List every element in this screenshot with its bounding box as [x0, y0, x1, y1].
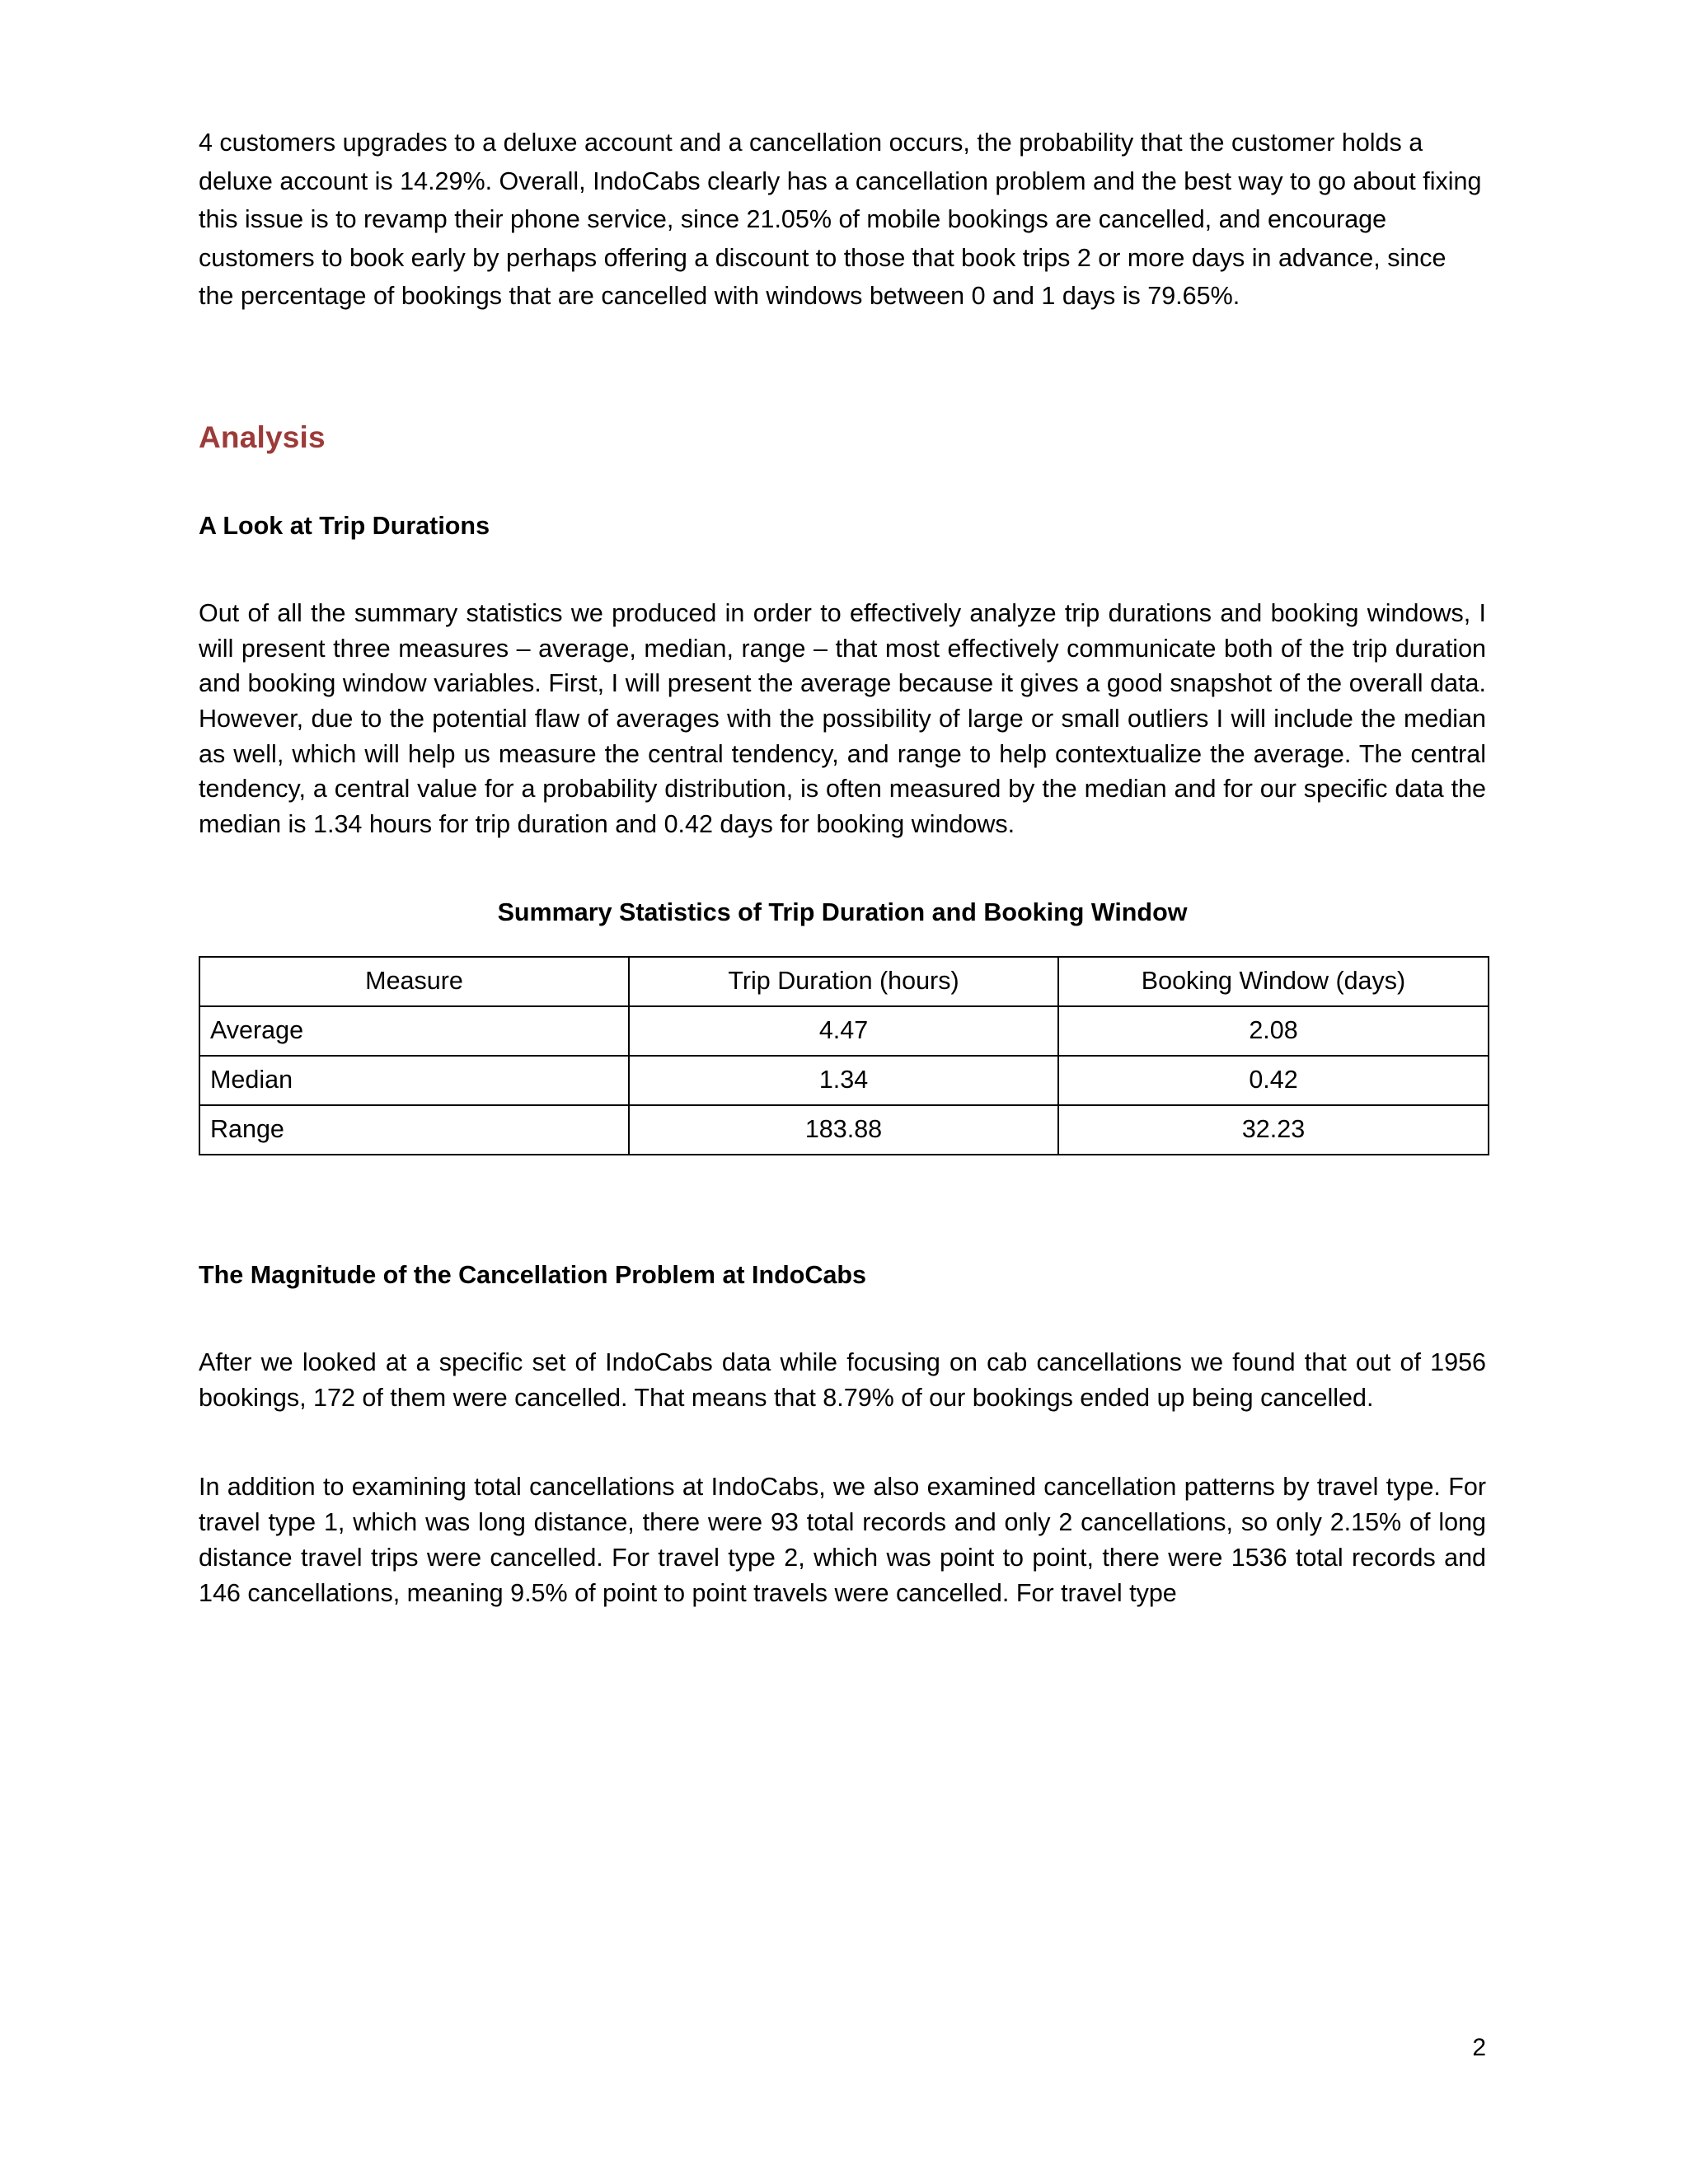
- section-heading-analysis: Analysis: [199, 419, 326, 454]
- cell-booking-window-range: 32.23: [1058, 1105, 1489, 1155]
- table-header-row: [199, 957, 1489, 1006]
- spacer-between-cancellation-paragraphs: [199, 1415, 1486, 1469]
- paragraph-cancellation-body-1: After we looked at a specific set of IndoCabs data while focusing on cab cancellations we found that out of 1956 bookings, 172 of them were cancelled. That means that 8.79% of our bookings ended up being cancelled.: [199, 1348, 1486, 1412]
- cell-measure-median: Median: [199, 1056, 629, 1105]
- cell-measure-range: Range: [199, 1105, 629, 1155]
- top-spacer: [199, 0, 1486, 124]
- paragraph-trip-durations-body: Out of all the summary statistics we produced in order to effectively analyze trip durations and booking windows, I will present three measures – average, median, range – that most effectively communicate both of the trip duration and booking window variables. First, I will present the average because it gives a good snapshot of the overall data. However, due to the potential flaw of averages with the possibility of large or small outliers I will include the median as well, which will help us measure the central tendency, and range to help contextualize the average. The central tendency, a central value for a probability distribution, is often measured by the median and for our specific data the median is 1.34 hours for trip duration and 0.42 days for booking windows.: [199, 599, 1486, 839]
- cell-trip-duration-median: 1.34: [629, 1056, 1058, 1105]
- column-header-measure: Measure: [199, 957, 629, 1006]
- table-row: [199, 1006, 1489, 1056]
- paragraph-cancellation-body-2: In addition to examining total cancellations at IndoCabs, we also examined cancellation patterns by travel type. For travel type 1, which was long distance, there were 93 total records and only 2 cancellations, so only 2.15% of long distance travel trips were cancelled. For travel type 2, which was point to point, there were 1536 total records and 146 cancellations, meaning 9.5% of point to point travels were cancelled. For travel type: [199, 1473, 1486, 1607]
- paragraph-continued-intro: 4 customers upgrades to a deluxe account and a cancellation occurs, the probability that the customer holds a deluxe account is 14.29%. Overall, IndoCabs clearly has a cancellation problem and the best way to go about fixing this issue is to revamp their phone service, since 21.05% of mobile bookings are cancelled, and encourage customers to book early by perhaps offering a discount to those that book trips 2 or more days in advance, since the percentage of bookings that are cancelled with windows between 0 and 1 days is 79.65%.: [199, 129, 1482, 310]
- spacer-before-table: [199, 928, 1486, 956]
- spacer-before-analysis: [199, 316, 1486, 419]
- summary-statistics-table: [199, 956, 1489, 1155]
- column-header-booking-window: Booking Window (days): [1058, 957, 1489, 1006]
- column-header-trip-duration: Trip Duration (hours): [629, 957, 1058, 1006]
- cell-trip-duration-average: 4.47: [629, 1006, 1058, 1056]
- cell-trip-duration-range: 183.88: [629, 1105, 1058, 1155]
- subheading-a-look-at-trip-durations: A Look at Trip Durations: [199, 511, 490, 540]
- cell-measure-average: Average: [199, 1006, 629, 1056]
- spacer-after-table: [199, 1155, 1486, 1259]
- spacer-before-table-caption: [199, 842, 1486, 897]
- table-row: [199, 1056, 1489, 1105]
- cell-booking-window-median: 0.42: [1058, 1056, 1489, 1105]
- subheading-cancellation-magnitude: The Magnitude of the Cancellation Problem at IndoCabs: [199, 1260, 867, 1289]
- cell-booking-window-average: 2.08: [1058, 1006, 1489, 1056]
- table-row: [199, 1105, 1489, 1155]
- spacer-after-cancellation-heading: [199, 1291, 1486, 1345]
- page-number: 2: [1472, 2034, 1486, 2061]
- table-caption: Summary Statistics of Trip Duration and Booking Window: [497, 898, 1188, 926]
- page-content: [199, 0, 1486, 1610]
- spacer-after-trip-durations-heading: [199, 541, 1486, 596]
- spacer-after-analysis-heading: [199, 456, 1486, 510]
